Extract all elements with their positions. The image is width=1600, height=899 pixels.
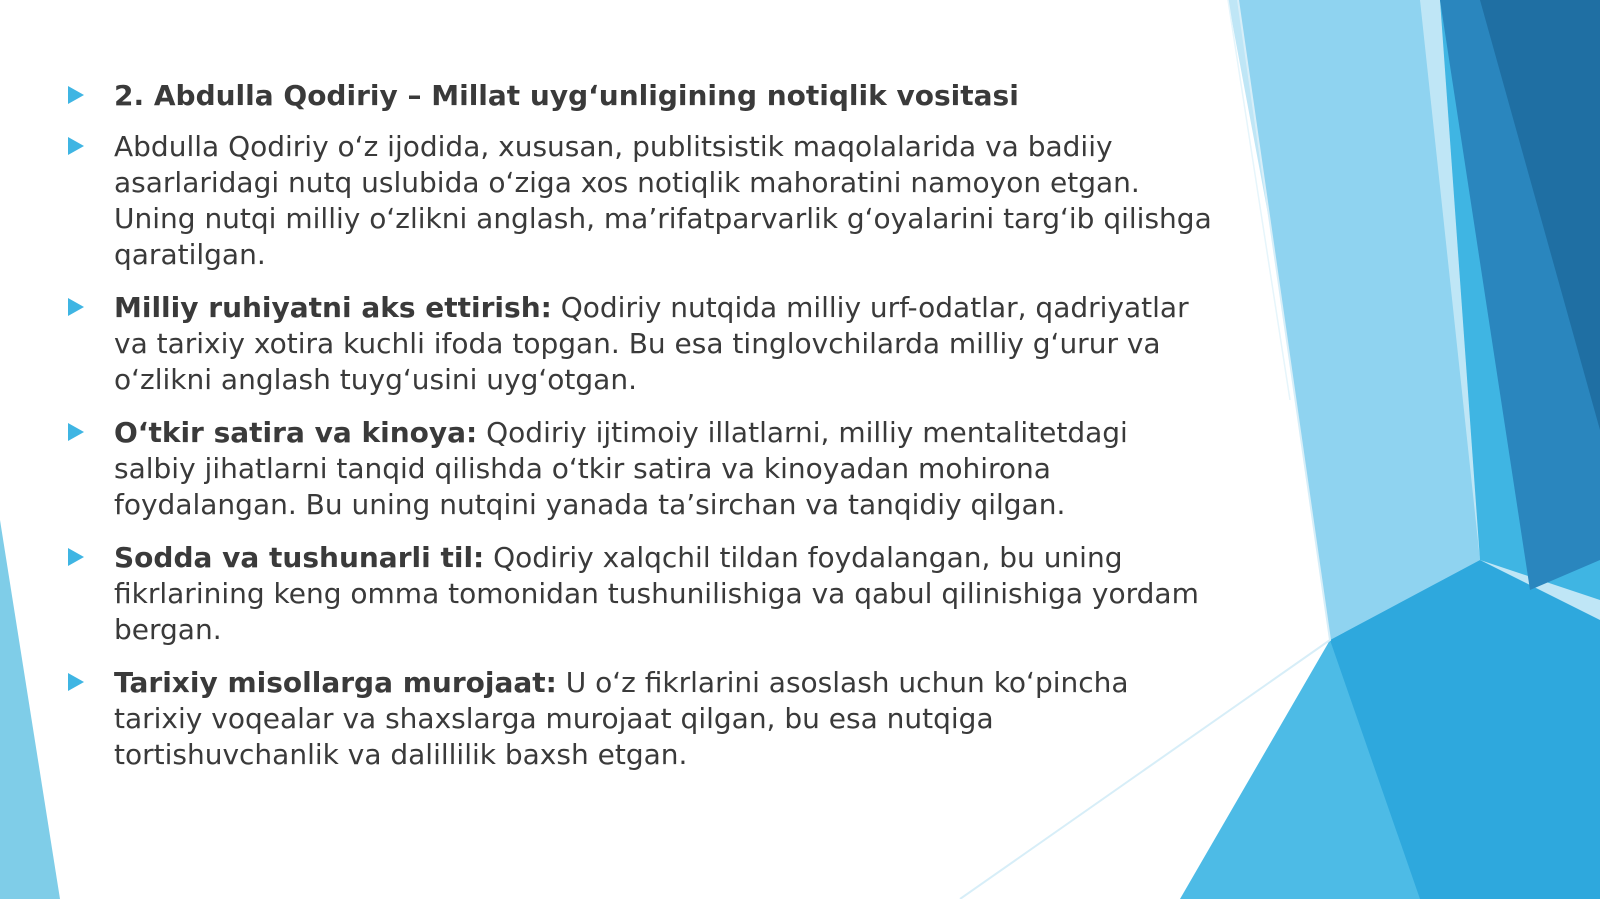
item-heading: Oʻtkir satira va kinoya: — [114, 416, 478, 449]
bullet-arrow-icon — [68, 298, 84, 316]
item-heading: Tarixiy misollarga murojaat: — [114, 666, 557, 699]
item-text: Qodiriy nutqida milliy urf-odatlar, qadriyatlar va tarixiy xotira kuchli ifoda topgan. Bu esa tinglovchilarda milliy gʻurur va oʻzlikni anglash tuygʻusini uygʻotgan. — [114, 291, 1189, 396]
list-item — [64, 290, 1214, 398]
item-heading: 2. Abdulla Qodiriy – Millat uygʻunligining notiqlik vositasi — [114, 79, 1019, 112]
bullet-arrow-icon — [68, 673, 84, 691]
left-bottom-facet — [0, 520, 60, 899]
item-heading: Milliy ruhiyatni aks ettirish: — [114, 291, 552, 324]
bullet-arrow-icon — [68, 548, 84, 566]
item-text: Qodiriy ijtimoiy illatlarni, milliy mentalitetdagi salbiy jihatlarni tanqid qilishda oʻtkir satira va kinoyadan mohirona foydalangan. Bu uning nutqini yanada ta’sirchan va tanqidiy qilgan. — [114, 416, 1128, 521]
item-text: Qodiriy xalqchil tildan foydalangan, bu uning fikrlarining keng omma tomonidan tushunilishiga va qabul qilinishiga yordam bergan. — [114, 541, 1199, 646]
bullet-arrow-icon — [68, 423, 84, 441]
list-item — [64, 129, 1214, 273]
bullet-list — [64, 78, 1214, 790]
list-item — [64, 540, 1214, 648]
bullet-arrow-icon — [68, 137, 84, 155]
item-text: Abdulla Qodiriy oʻz ijodida, xususan, publitsistik maqolalarida va badiiy asarlaridagi nutq uslubida oʻziga xos notiqlik mahoratini namoyon etgan. Uning nutqi milliy oʻzlikni anglash, ma’rifatparvarlik gʻoyalarini targʻib qilishga qaratilgan. — [114, 130, 1212, 271]
list-item — [64, 665, 1214, 773]
list-item — [64, 78, 1214, 114]
item-heading: Sodda va tushunarli til: — [114, 541, 485, 574]
item-text: U oʻz fikrlarini asoslash uchun koʻpincha tarixiy voqealar va shaxslarga murojaat qilgan, bu esa nutqiga tortishuvchanlik va dalillilik baxsh etgan. — [114, 666, 1129, 771]
bullet-arrow-icon — [68, 86, 84, 104]
list-item — [64, 415, 1214, 523]
